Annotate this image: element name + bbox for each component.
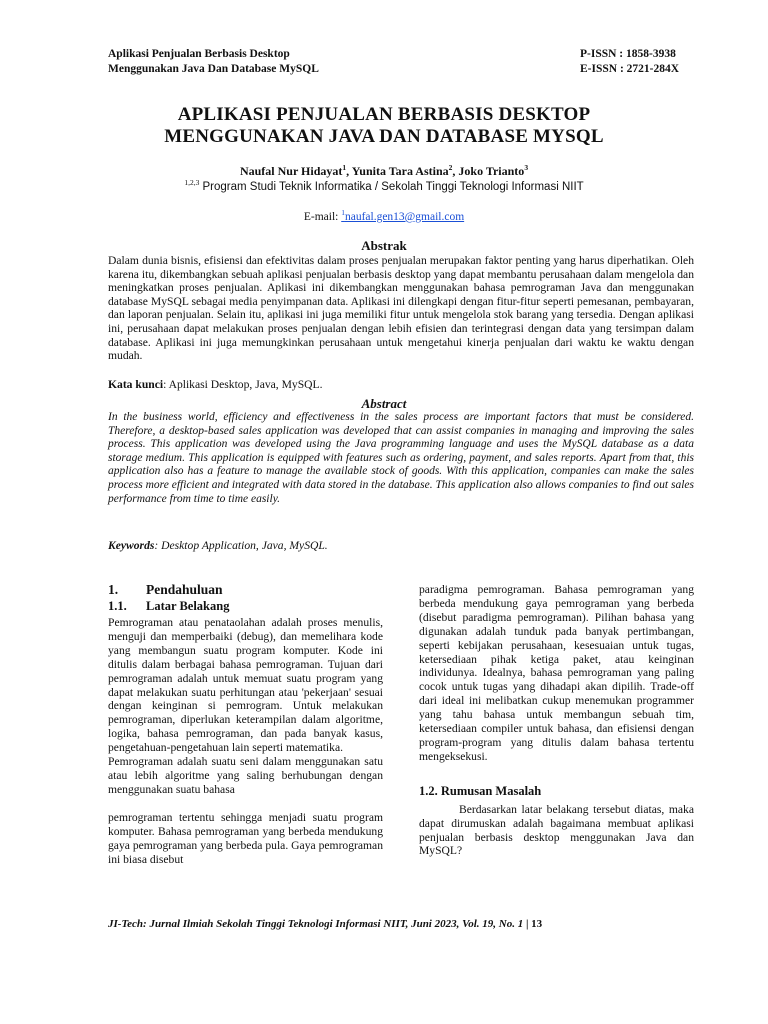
section-heading (108, 582, 223, 598)
paragraph: Pemrograman atau penataolahan adalah proses menulis, menguji dan memperbaiki (debug), dan memelihara kode yang membangun suatu program komputer. Kode ini ditulis dalam berbagai bahasa pemrograman. Tujuan dari pemrograman adalah untuk memuat suatu program yang dapat melakukan suatu perhitungan atau 'pekerjaan' sesuai dengan keinginan si pemrogram. Untuk melakukan pemrograman, diperlukan keterampilan dalam algoritme, logika, bahasa pemrograman, dan pada banyak kasus, pengetahuan-pengetahuan lain seperti matematika. (108, 616, 383, 755)
left-column (108, 616, 383, 866)
running-header-line-1: Aplikasi Penjualan Berbasis Desktop (108, 48, 290, 60)
author-name: Yunita Tara Astina (351, 164, 449, 178)
keywords-text: : Desktop Application, Java, MySQL. (154, 539, 328, 552)
affiliation (60, 178, 708, 194)
page-number: | 13 (523, 918, 543, 930)
paragraph: pemrograman tertentu sehingga menjadi suatu program komputer. Bahasa pemrograman yang berbeda mendukung gaya pemrograman yang berbeda pula. Gaya pemrograman ini biasa disebut (108, 810, 383, 866)
subsection-heading (108, 599, 229, 614)
email-sup: 1 (341, 208, 345, 217)
abstract-body: In the business world, efficiency and effectiveness in the sales process are important factors that must be considered. Therefore, a desktop-based sales application was developed that can assist companies in managing and improving the sales process. This application was developed using the Java programming language and uses the MySQL database as a data storage medium. This application is equipped with features such as ordering, payment, and sales reports. Apart from that, this application also has a feature to manage the available stock of goods. With this application, companies can make the sales process more efficient and integrated with data stored in the database. This application also allows companies to find out sales performance from time to time easily. (108, 411, 694, 505)
subsection-title: Latar Belakang (146, 599, 230, 613)
email-link[interactable] (341, 208, 465, 223)
e-issn: E-ISSN : 2721-284X (580, 63, 680, 75)
email-line (60, 208, 708, 223)
author-sep: , (452, 164, 459, 178)
email-label: E-mail: (303, 210, 342, 223)
footer-journal: JI-Tech: Jurnal Ilmiah Sekolah Tinggi Teknologi Informasi NIIT, Juni 2023, Vol. 19, No. 1 (108, 918, 524, 930)
affiliation-sup: 1,2,3 (184, 178, 200, 187)
running-header-issn (580, 47, 679, 77)
journal-footer (108, 918, 542, 930)
paragraph: paradigma pemrograman. Bahasa pemrograman yang berbeda mendukung gaya pemrograman yang berbeda (disebut paradigma pemrograman). Pilihan bahasa yang digunakan adalah tunduk pada banyak pertimbangan, seperti kebijakan perusahaan, kesesuaian untuk tugas, ketersediaan pihak ketiga paket, atau keinginan individunya. Idealnya, bahasa pemrograman yang paling cocok untuk tugas yang dihadapi akan dipilih. Trade-off dari ideal ini melibatkan cukup menemukan programmer yang tahu bahasa untuk membangun sebuah tim, ketersediaan compiler untuk bahasa, dan efisiensi dengan program-program yang ditulis dalam bahasa tertentu mengeksekusi. (419, 583, 694, 763)
paper-title-line-1: APLIKASI PENJUALAN BERBASIS DESKTOP (177, 104, 591, 125)
running-header-line-2: Menggunakan Java Dan Database MySQL (108, 63, 319, 75)
paragraph: Pemrograman adalah suatu seni dalam menggunakan satu atau lebih algoritme yang saling berhubungan dengan menggunakan suatu bahasa (108, 755, 383, 796)
author-name: Naufal Nur Hidayat (239, 164, 343, 178)
affiliation-text: Program Studi Teknik Informatika / Sekolah Tinggi Teknologi Informasi NIIT (199, 181, 584, 193)
kata-kunci-text: : Aplikasi Desktop, Java, MySQL. (163, 378, 323, 391)
author-sep: , (346, 164, 352, 178)
abstrak-body: Dalam dunia bisnis, efisiensi dan efektivitas dalam proses penjualan merupakan faktor penting yang harus diperhatikan. Oleh karena itu, dikembangkan sebuah aplikasi penjualan berbasis desktop yang dapat membantu perusahaan dalam mengelola dan meningkatkan proses penjualan. Aplikasi ini dikembangkan menggunakan bahasa pemrograman Java dan menggunakan database MySQL sebagai media penyimpanan data. Aplikasi ini dilengkapi dengan fitur-fitur seperti pemesanan, pembayaran, dan laporan penjualan. Selain itu, aplikasi ini juga memiliki fitur untuk mengelola stok barang yang tersedia. Dengan aplikasi ini, perusahaan dapat melakukan proses penjualan dengan lebih efisien dan terintegrasi dengan data yang tersimpan dalam database. Aplikasi ini juga memungkinkan perusahaan untuk mengetahui kinerja penjualan dari waktu ke waktu dengan mudah. (108, 254, 694, 363)
subsection-heading-rumusan: 1.2. Rumusan Masalah (419, 783, 542, 798)
abstract-heading: Abstract (361, 396, 407, 411)
section-title: Pendahuluan (146, 582, 223, 597)
p-issn: P-ISSN : 1858-3938 (580, 48, 676, 60)
author-sup: 3 (524, 163, 529, 172)
kata-kunci (108, 378, 323, 391)
paper-title-line-2: MENGGUNAKAN JAVA DAN DATABASE MYSQL (164, 126, 604, 147)
running-header-title (108, 47, 319, 77)
author-sup: 1 (342, 163, 347, 172)
paper-title (60, 104, 708, 148)
author-sup: 2 (448, 163, 453, 172)
keywords-label: Keywords (108, 539, 155, 552)
kata-kunci-label: Kata kunci (108, 378, 164, 391)
subsection-number: 1.1. (108, 599, 127, 613)
email-address: naufal.gen13@gmail.com (344, 210, 465, 223)
abstrak-heading: Abstrak (361, 238, 407, 253)
keywords (108, 539, 328, 552)
author-name: Joko Trianto (458, 164, 525, 178)
paragraph: Berdasarkan latar belakang tersebut diatas, maka dapat dirumuskan adalah bagaimana membuat aplikasi penjualan berbasis desktop menggunakan Java dan MySQL? (419, 802, 694, 858)
section-number: 1. (108, 582, 119, 597)
right-column (419, 583, 694, 858)
author-list (60, 163, 708, 179)
